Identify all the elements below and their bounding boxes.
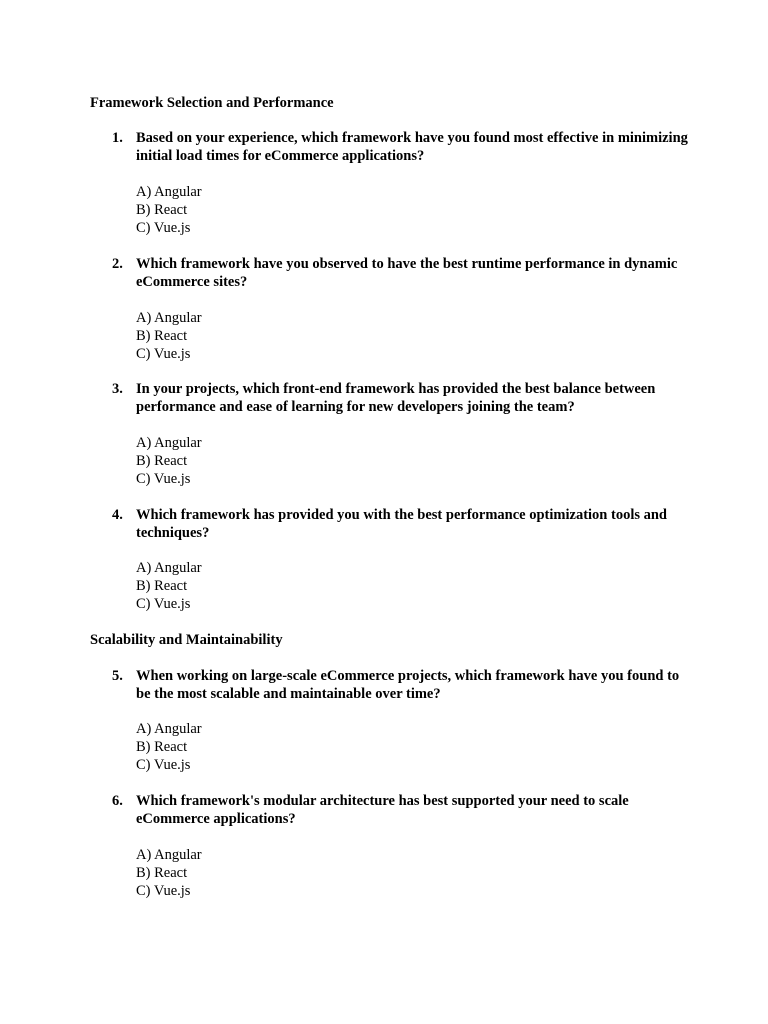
option-c: C) Vue.js [136,220,191,236]
option-a: A) Angular [136,560,202,576]
question-text: Which framework's modular architecture has best supported your need to scale eCommerce applications? [136,793,629,827]
option-c: C) Vue.js [136,471,191,487]
option-c: C) Vue.js [136,757,191,773]
option-a: A) Angular [136,184,202,200]
question-text: Which framework has provided you with the best performance optimization tools and techniques? [136,507,667,541]
question-number: 3. [112,381,123,397]
option-a: A) Angular [136,435,202,451]
answer-options [136,846,202,900]
question-text: Which framework have you observed to have the best runtime performance in dynamic eCommerce sites? [136,256,678,290]
option-b: B) React [136,578,188,594]
option-b: B) React [136,739,188,755]
option-a: A) Angular [136,847,202,863]
option-c: C) Vue.js [136,596,191,612]
question-number: 4. [112,507,123,523]
option-a: A) Angular [136,310,202,326]
option-c: C) Vue.js [136,883,191,899]
question-number: 5. [112,668,123,684]
question-number: 1. [112,130,123,146]
option-c: C) Vue.js [136,346,191,362]
option-b: B) React [136,865,188,881]
answer-options [136,434,202,488]
option-a: A) Angular [136,721,202,737]
option-b: B) React [136,202,188,218]
question-text: Based on your experience, which framework have you found most effective in minimizing initial load times for eCommerce applications? [136,130,688,164]
question-number: 2. [112,256,123,272]
answer-options [136,720,202,774]
question-number: 6. [112,793,123,809]
section-heading-scalability: Scalability and Maintainability [90,632,283,648]
answer-options [136,183,202,237]
option-b: B) React [136,453,188,469]
answer-options [136,559,202,613]
section-heading-performance: Framework Selection and Performance [90,95,334,111]
option-b: B) React [136,328,188,344]
question-text: When working on large-scale eCommerce projects, which framework have you found to be the most scalable and maintainable over time? [136,668,680,702]
question-text: In your projects, which front-end framework has provided the best balance between performance and ease of learning for new developers joining the team? [136,381,656,415]
answer-options [136,309,202,363]
